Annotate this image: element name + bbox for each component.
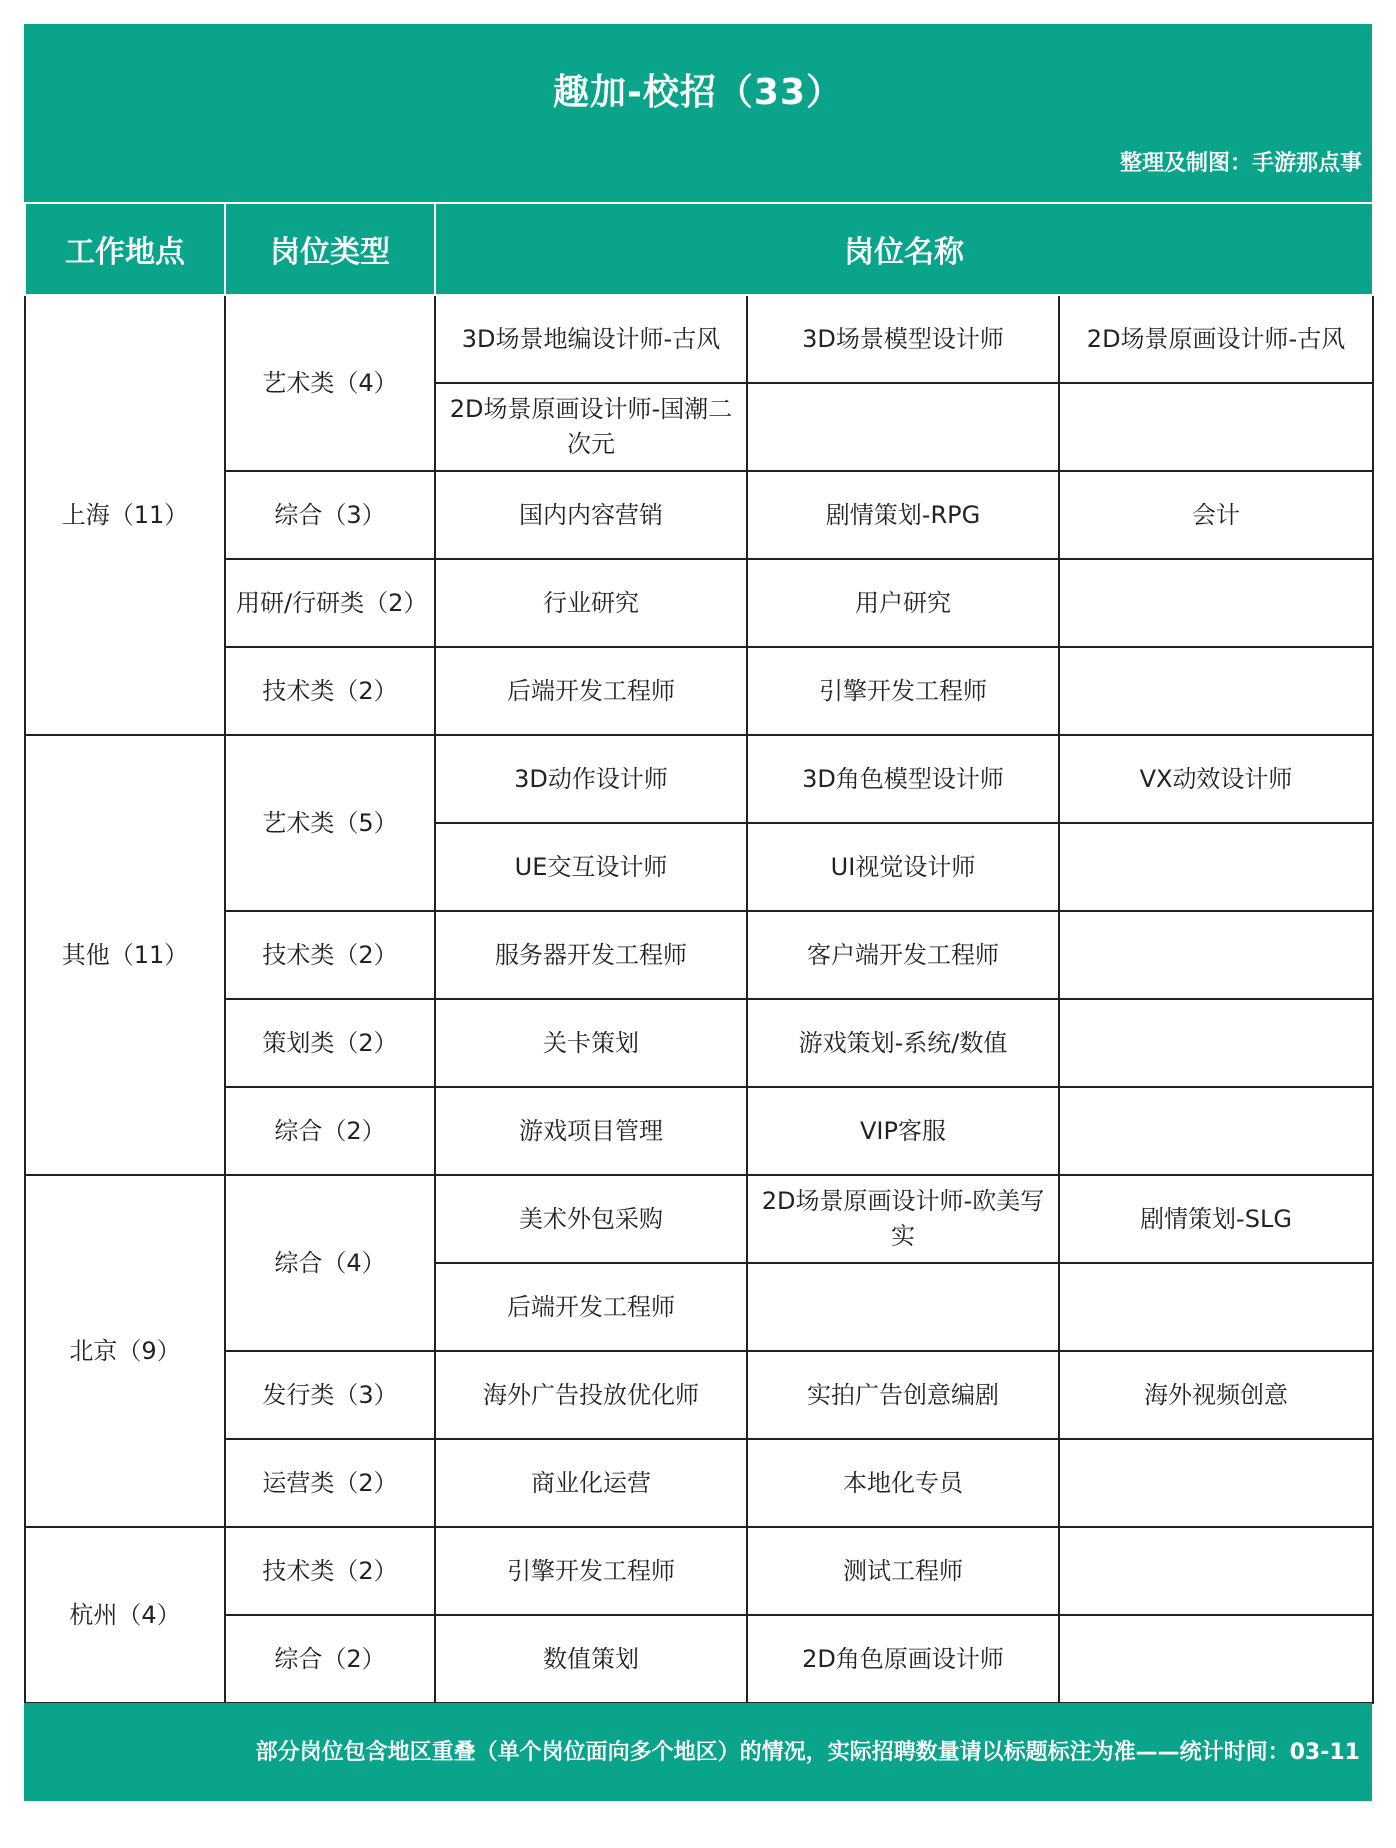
position-cell: 引擎开发工程师 [747, 647, 1059, 735]
jobs-table [24, 202, 1374, 1704]
category-cell: 运营类（2） [225, 1439, 435, 1527]
category-cell: 综合（4） [225, 1175, 435, 1351]
category-cell: 艺术类（5） [225, 735, 435, 911]
recruitment-sheet [24, 24, 1372, 1801]
table-row [25, 1175, 1373, 1263]
position-cell: 2D场景原画设计师-欧美写实 [747, 1175, 1059, 1263]
position-cell: 2D场景原画设计师-古风 [1059, 295, 1373, 383]
column-header-position: 岗位名称 [435, 203, 1373, 295]
position-cell: 会计 [1059, 471, 1373, 559]
table-row [25, 471, 1373, 559]
table-body [25, 295, 1373, 1703]
position-cell: 后端开发工程师 [435, 647, 747, 735]
table-row [25, 999, 1373, 1087]
position-cell: VIP客服 [747, 1087, 1059, 1175]
location-cell: 其他（11） [25, 735, 225, 1175]
position-cell: 游戏策划-系统/数值 [747, 999, 1059, 1087]
position-cell: 3D场景模型设计师 [747, 295, 1059, 383]
position-cell: VX动效设计师 [1059, 735, 1373, 823]
position-cell: 行业研究 [435, 559, 747, 647]
footer-banner [24, 1703, 1372, 1801]
category-cell: 技术类（2） [225, 911, 435, 999]
category-cell: 综合（2） [225, 1615, 435, 1703]
position-cell: 2D角色原画设计师 [747, 1615, 1059, 1703]
column-header-category: 岗位类型 [225, 203, 435, 295]
table-row [25, 559, 1373, 647]
location-cell: 北京（9） [25, 1175, 225, 1527]
table-row [25, 1087, 1373, 1175]
position-cell: 2D场景原画设计师-国潮二次元 [435, 383, 747, 471]
position-cell: UI视觉设计师 [747, 823, 1059, 911]
table-row [25, 1351, 1373, 1439]
position-cell: 剧情策划-RPG [747, 471, 1059, 559]
position-cell: 后端开发工程师 [435, 1263, 747, 1351]
position-cell: 关卡策划 [435, 999, 747, 1087]
position-cell: 服务器开发工程师 [435, 911, 747, 999]
position-cell [1059, 1263, 1373, 1351]
table-row [25, 1439, 1373, 1527]
position-cell: 数值策划 [435, 1615, 747, 1703]
position-cell: 用户研究 [747, 559, 1059, 647]
position-cell: 3D场景地编设计师-古风 [435, 295, 747, 383]
position-cell: 美术外包采购 [435, 1175, 747, 1263]
title-banner [24, 24, 1372, 202]
position-cell [1059, 559, 1373, 647]
position-cell: 本地化专员 [747, 1439, 1059, 1527]
position-cell: 商业化运营 [435, 1439, 747, 1527]
location-cell: 杭州（4） [25, 1527, 225, 1703]
category-cell: 用研/行研类（2） [225, 559, 435, 647]
table-row [25, 647, 1373, 735]
table-row [25, 1615, 1373, 1703]
position-cell: 剧情策划-SLG [1059, 1175, 1373, 1263]
position-cell: 3D角色模型设计师 [747, 735, 1059, 823]
category-cell: 综合（3） [225, 471, 435, 559]
table-row [25, 735, 1373, 823]
table-row [25, 1527, 1373, 1615]
position-cell [747, 1263, 1059, 1351]
position-cell [1059, 383, 1373, 471]
footer-note: 部分岗位包含地区重叠（单个岗位面向多个地区）的情况，实际招聘数量请以标题标注为准——统计时间：03-11 [255, 1740, 1360, 1765]
position-cell: 测试工程师 [747, 1527, 1059, 1615]
position-cell: 海外广告投放优化师 [435, 1351, 747, 1439]
table-row [25, 911, 1373, 999]
position-cell [1059, 647, 1373, 735]
position-cell [1059, 1527, 1373, 1615]
position-cell [1059, 1087, 1373, 1175]
category-cell: 艺术类（4） [225, 295, 435, 471]
position-cell: 游戏项目管理 [435, 1087, 747, 1175]
table-header-row [25, 203, 1373, 295]
position-cell: 3D动作设计师 [435, 735, 747, 823]
column-header-location: 工作地点 [25, 203, 225, 295]
location-cell: 上海（11） [25, 295, 225, 735]
position-cell: 海外视频创意 [1059, 1351, 1373, 1439]
position-cell: 实拍广告创意编剧 [747, 1351, 1059, 1439]
position-cell [1059, 911, 1373, 999]
position-cell [1059, 1615, 1373, 1703]
category-cell: 综合（2） [225, 1087, 435, 1175]
position-cell: 引擎开发工程师 [435, 1527, 747, 1615]
category-cell: 发行类（3） [225, 1351, 435, 1439]
position-cell: 客户端开发工程师 [747, 911, 1059, 999]
table-row [25, 295, 1373, 383]
category-cell: 技术类（2） [225, 647, 435, 735]
page-title: 趣加-校招（33） [552, 72, 844, 113]
position-cell [1059, 1439, 1373, 1527]
position-cell [1059, 999, 1373, 1087]
position-cell: UE交互设计师 [435, 823, 747, 911]
category-cell: 技术类（2） [225, 1527, 435, 1615]
category-cell: 策划类（2） [225, 999, 435, 1087]
credit-line: 整理及制图：手游那点事 [1119, 151, 1362, 176]
position-cell [1059, 823, 1373, 911]
position-cell [747, 383, 1059, 471]
position-cell: 国内内容营销 [435, 471, 747, 559]
